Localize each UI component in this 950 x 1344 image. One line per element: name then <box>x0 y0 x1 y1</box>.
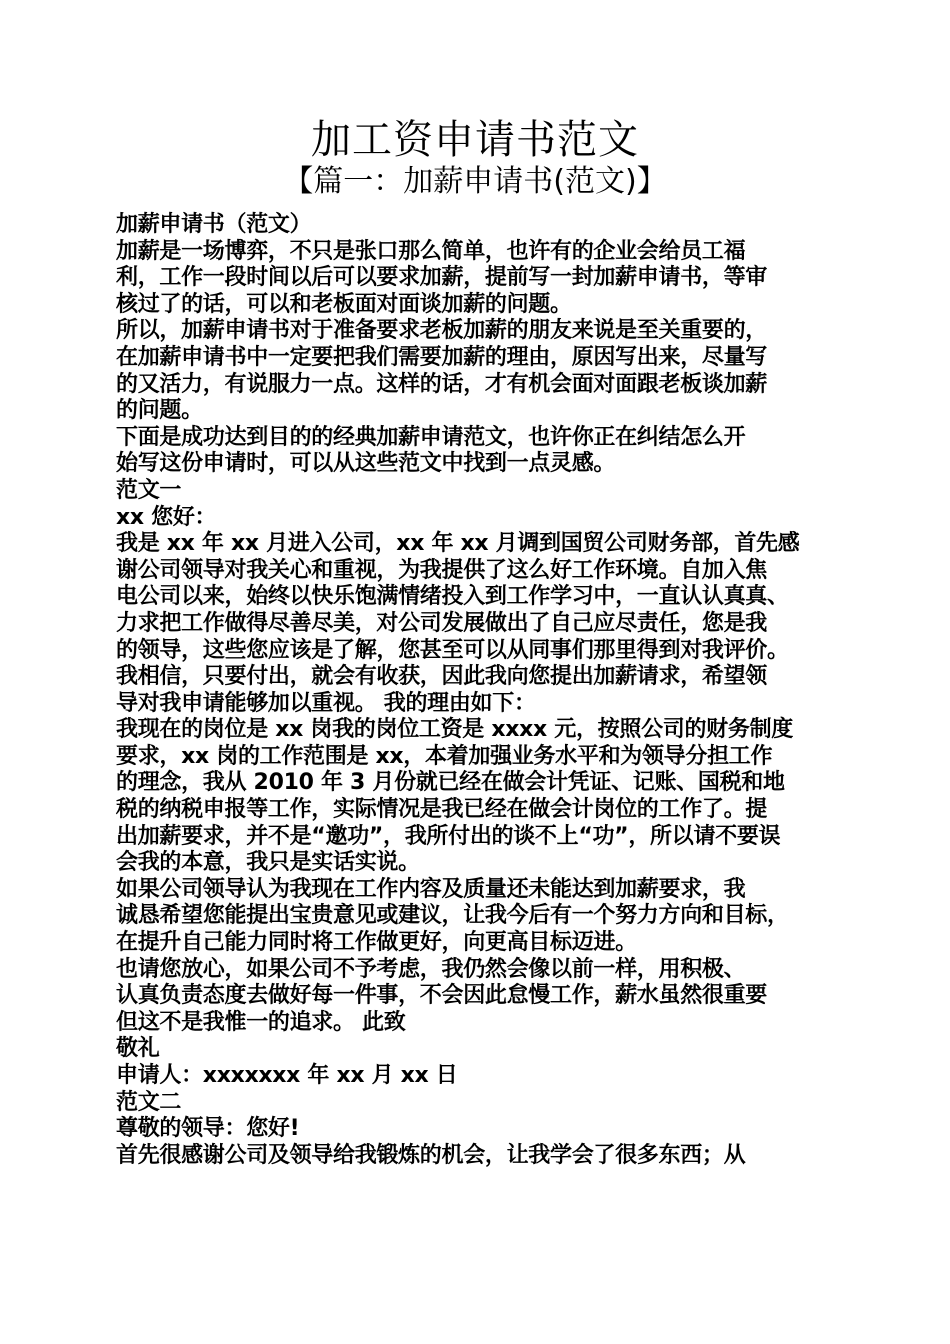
body-line: 下面是成功达到目的的经典加薪申请范文，也许你正在纠结怎么开 <box>116 424 746 450</box>
body-line: 我现在的岗位是 xx 岗我的岗位工资是 xxxx 元，按照公司的财务制度 <box>116 717 793 743</box>
body-line: 的问题。 <box>116 398 203 424</box>
body-line: 我是 xx 年 xx 月进入公司，xx 年 xx 月调到国贸公司财务部，首先感 <box>116 531 800 557</box>
body-line: 范文一 <box>116 477 182 503</box>
document-body <box>116 212 856 1169</box>
document-subtitle: 【篇一：加薪申请书(范文)】 <box>283 164 667 199</box>
body-line: 首先很感谢公司及领导给我锻炼的机会，让我学会了很多东西；从 <box>116 1142 746 1168</box>
body-line: 认真负责态度去做好每一件事，不会因此怠慢工作，薪水虽然很重要 <box>116 983 768 1009</box>
body-line: 的理念，我从 2010 年 3 月份就已经在做会计凭证、记账、国税和地 <box>116 770 785 796</box>
body-line: 的领导，这些您应该是了解，您甚至可以从同事们那里得到对我评价。 <box>116 637 789 663</box>
body-line: 敬礼 <box>116 1036 160 1062</box>
body-line: 加薪申请书（范文） <box>116 212 312 237</box>
body-line: 尊敬的领导：您好! <box>116 1116 300 1142</box>
body-line: 导对我申请能够加以重视。 我的理由如下： <box>116 690 536 716</box>
body-line: 申请人：xxxxxxx 年 xx 月 xx 日 <box>116 1063 458 1088</box>
document-title: 加工资申请书范文 <box>311 117 639 163</box>
body-line: 要求，xx 岗的工作范围是 xx，本着加强业务水平和为领导分担工作 <box>116 743 773 769</box>
body-line: 也请您放心，如果公司不予考虑，我仍然会像以前一样，用积极、 <box>116 956 746 982</box>
body-line: 在加薪申请书中一定要把我们需要加薪的理由，原因写出来，尽量写 <box>116 344 768 370</box>
body-line: 会我的本意，我只是实话实说。 <box>116 850 420 876</box>
body-line: 但这不是我惟一的追求。 此致 <box>116 1009 406 1035</box>
body-line: 所以，加薪申请书对于准备要求老板加薪的朋友来说是至关重要的， <box>116 318 768 344</box>
body-line: 加薪是一场博弈，不只是张口那么简单，也许有的企业会给员工福 <box>116 238 746 264</box>
body-line: 始写这份申请时，可以从这些范文中找到一点灵感。 <box>116 451 616 477</box>
body-line: 出加薪要求，并不是“邀功”，我所付出的谈不上“功”，所以请不要误 <box>116 823 781 849</box>
body-line: 税的纳税申报等工作，实际情况是我已经在做会计岗位的工作了。提 <box>116 797 768 823</box>
body-line: 在提升自己能力同时将工作做更好，向更高目标迈进。 <box>116 930 637 956</box>
body-line: 诚恳希望您能提出宝贵意见或建议，让我今后有一个努力方向和目标， <box>116 903 789 929</box>
body-line: 如果公司领导认为我现在工作内容及质量还未能达到加薪要求，我 <box>116 876 746 902</box>
body-line: 范文二 <box>116 1089 182 1115</box>
body-line: xx 您好： <box>116 504 217 530</box>
body-line: 电公司以来，始终以快乐饱满情绪投入到工作学习中，一直认认真真、 <box>116 584 789 610</box>
body-line: 力求把工作做得尽善尽美，对公司发展做出了自己应尽责任，您是我 <box>116 610 768 636</box>
body-line: 的又活力，有说服力一点。这样的话，才有机会面对面跟老板谈加薪 <box>116 371 768 397</box>
body-line: 利，工作一段时间以后可以要求加薪，提前写一封加薪申请书，等审 <box>116 265 768 291</box>
body-line: 我相信，只要付出，就会有收获，因此我向您提出加薪请求，希望领 <box>116 664 768 690</box>
body-line: 谢公司领导对我关心和重视，为我提供了这么好工作环境。自加入焦 <box>116 557 768 583</box>
body-line: 核过了的话，可以和老板面对面谈加薪的问题。 <box>116 291 572 317</box>
